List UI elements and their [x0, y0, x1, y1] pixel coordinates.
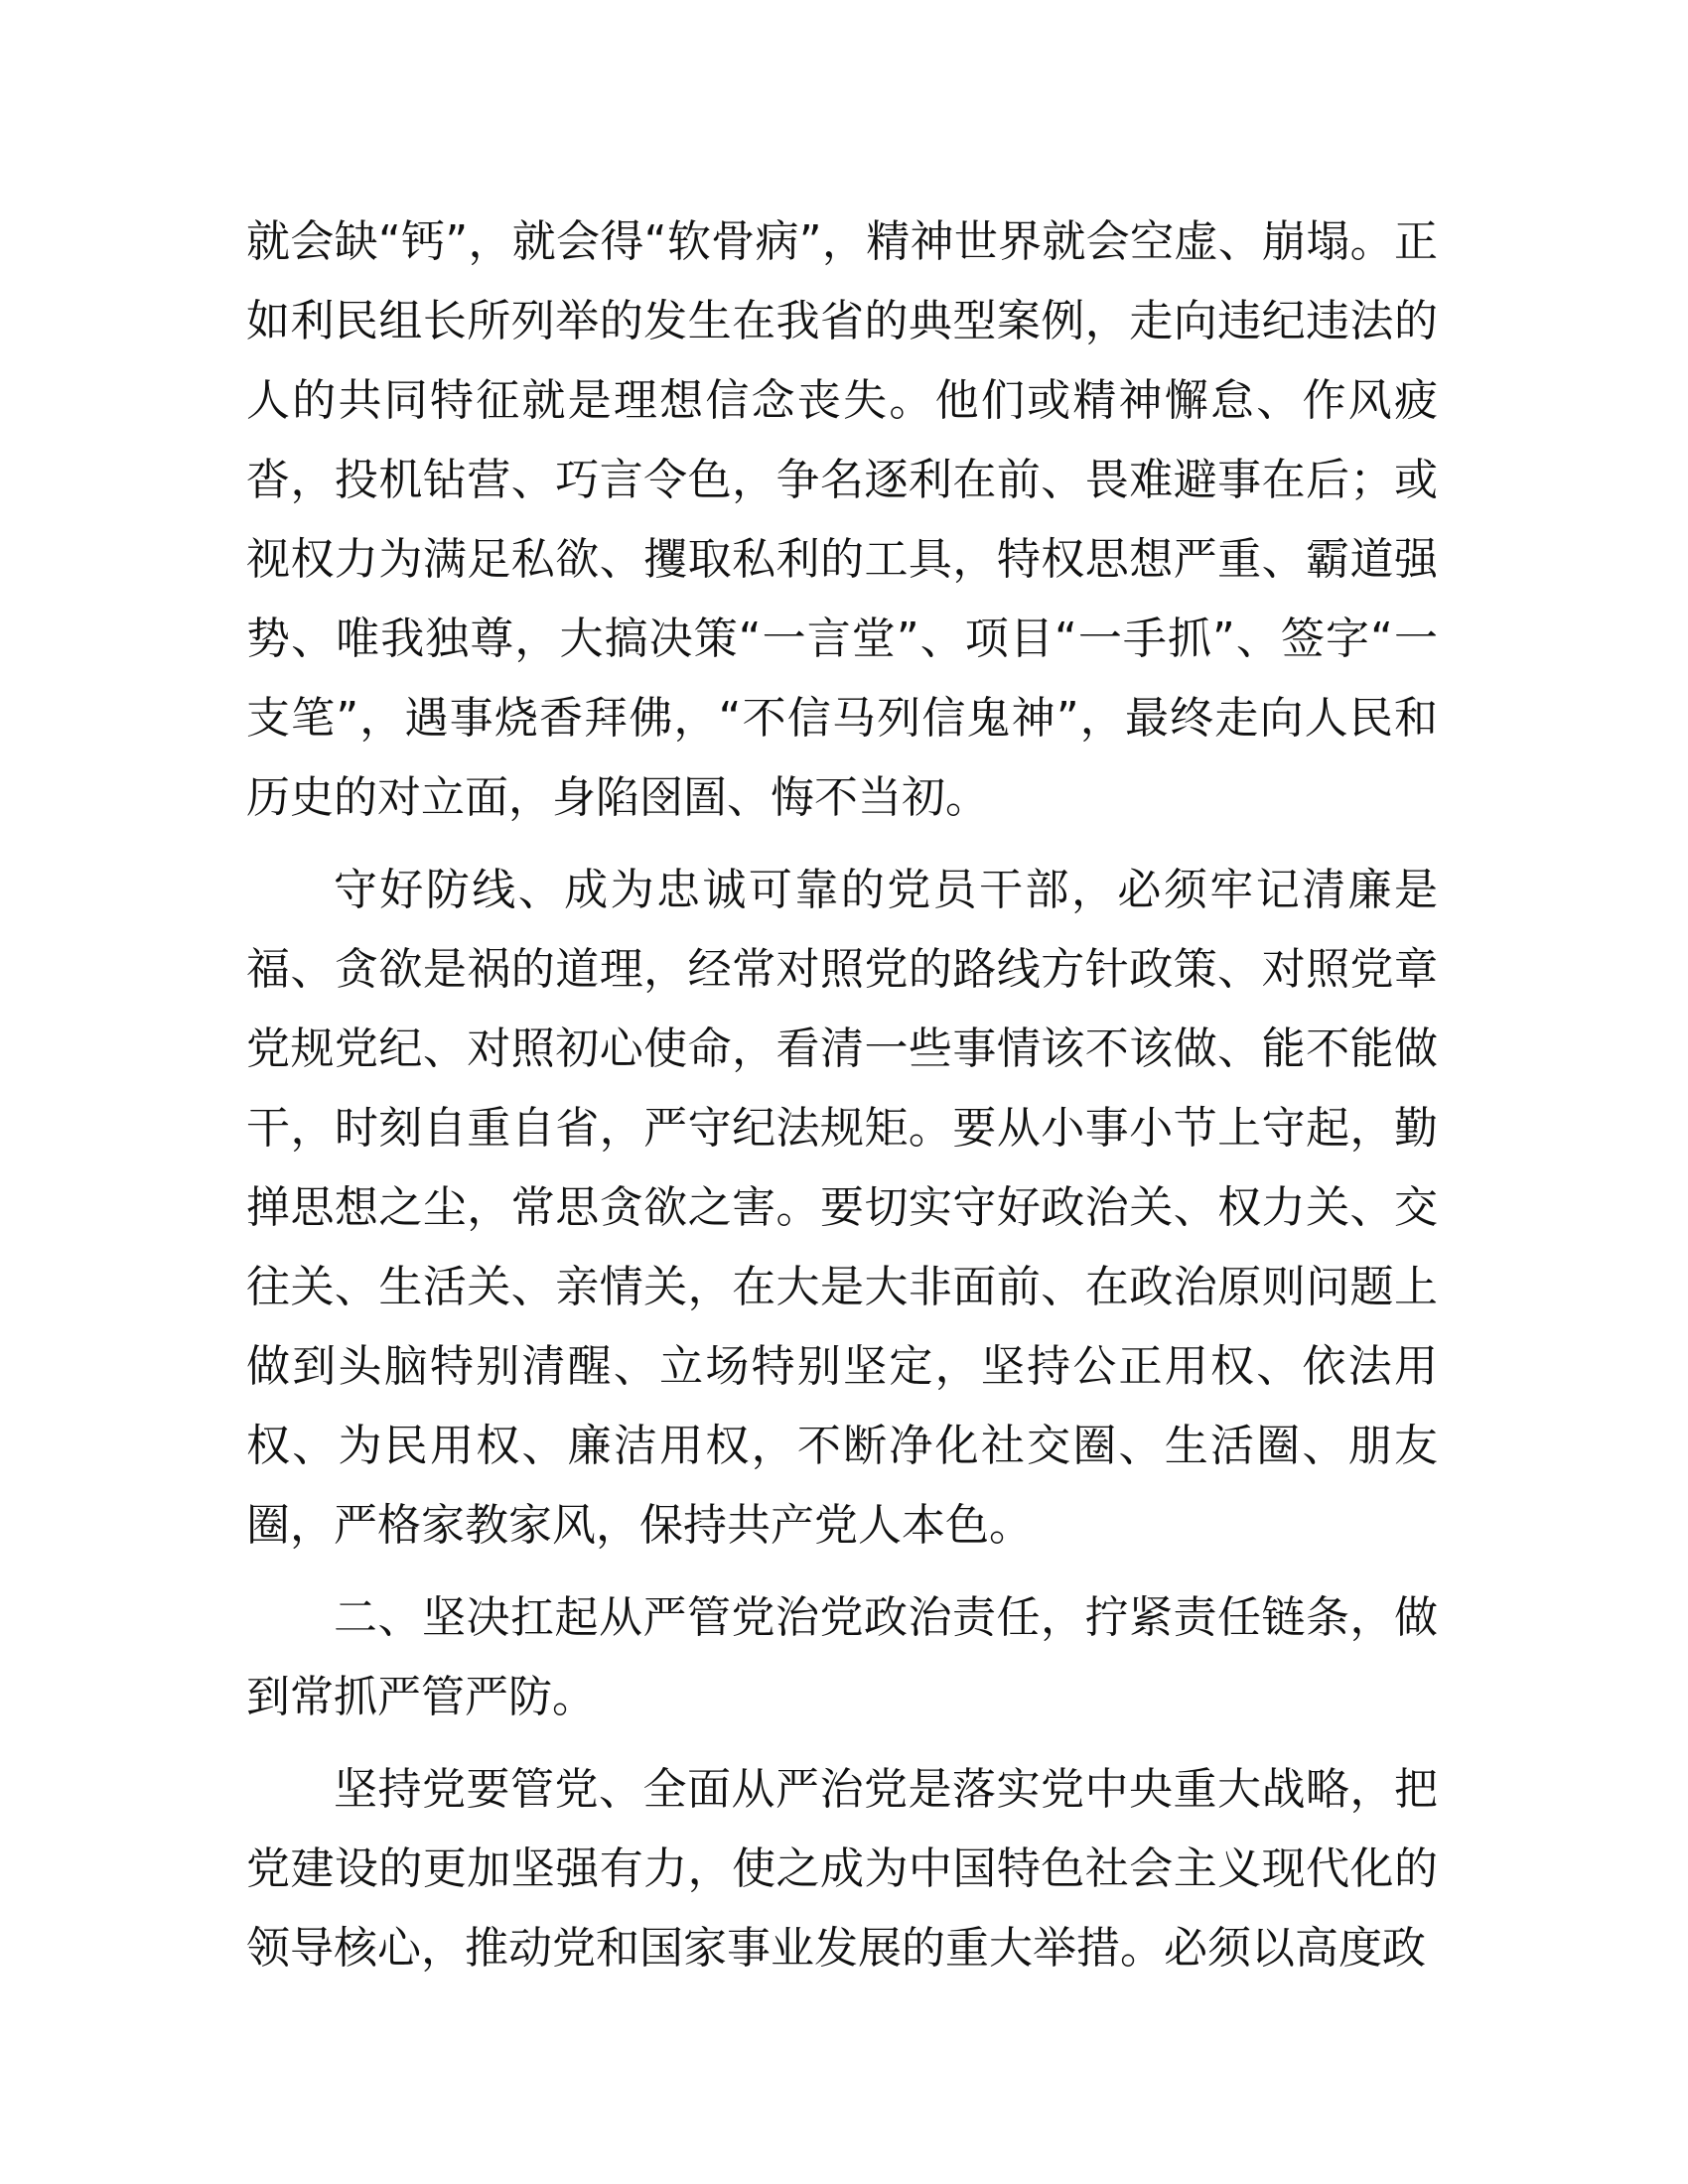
paragraph-party-governance: 坚持党要管党、全面从严治党是落实党中央重大战略，把党建设的更加坚强有力，使之成为中国特色社会主义现代化的领导核心，推动党和国家事业发展的重大举措。必须以高度政: [246, 1764, 1438, 1974]
section-heading-two: 二、坚决扛起从严管党治党政治责任，拧紧责任链条，做到常抓严管严防。: [246, 1592, 1438, 1722]
body-text: [246, 203, 1438, 1988]
paragraph-guard-defense-line: 守好防线、成为忠诚可靠的党员干部，必须牢记清廉是福、贪欲是祸的道理，经常对照党的路线方针政策、对照党章党规党纪、对照初心使命，看清一些事情该不该做、能不能做干，时刻自重自省，严守纪法规矩。要从小事小节上守起，勤掸思想之尘，常思贪欲之害。要切实守好政治关、权力关、交往关、生活关、亲情关，在大是大非面前、在政治原则问题上做到头脑特别清醒、立场特别坚定，坚持公正用权、依法用权、为民用权、廉洁用权，不断净化社交圈、生活圈、朋友圈，严格家教家风，保持共产党人本色。: [246, 865, 1438, 1551]
paragraph-continuation: 就会缺“钙”，就会得“软骨病”，精神世界就会空虚、崩塌。正如利民组长所列举的发生在我省的典型案例，走向违纪违法的人的共同特征就是理想信念丧失。他们或精神懈怠、作风疲沓，投机钻营、巧言令色，争名逐利在前、畏难避事在后；或视权力为满足私欲、攫取私利的工具，特权思想严重、霸道强势、唯我独尊，大搞决策“一言堂”、项目“一手抓”、签字“一支笔”，遇事烧香拜佛，“不信马列信鬼神”，最终走向人民和历史的对立面，身陷囹圄、悔不当初。: [246, 216, 1438, 823]
